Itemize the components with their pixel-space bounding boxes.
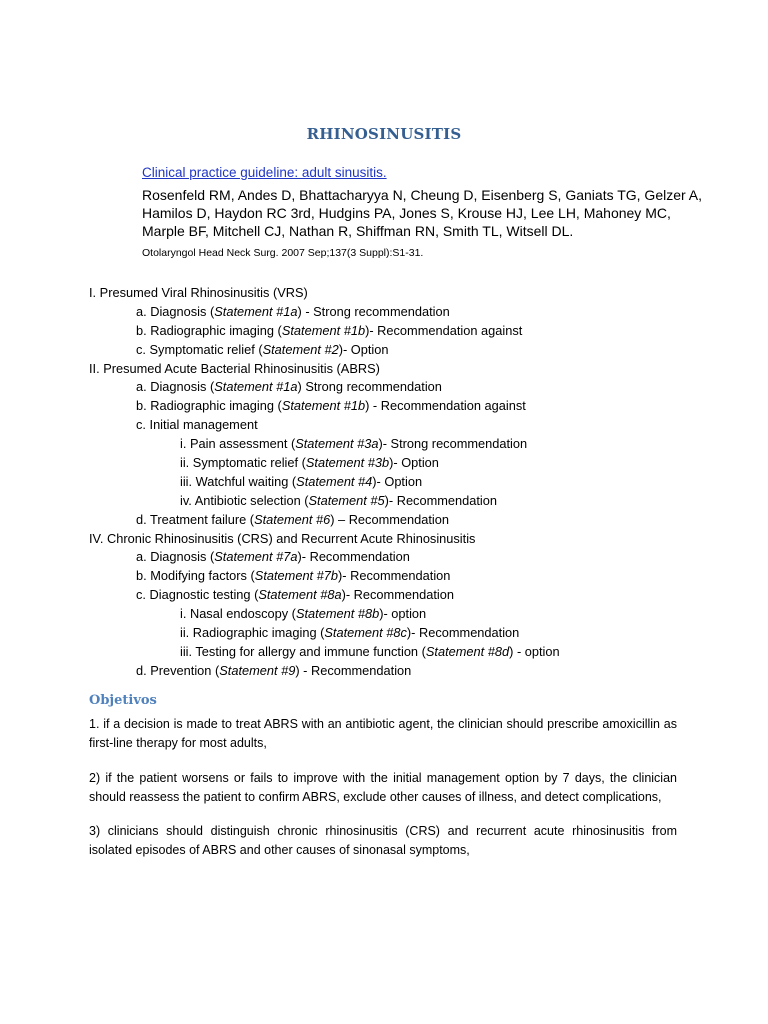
outline-section: I. Presumed Viral Rhinosinusitis (VRS) bbox=[89, 285, 308, 300]
outline-item: b. Radiographic imaging (Statement #1b) - Recommendation against bbox=[136, 398, 526, 414]
outline-item: d. Prevention (Statement #9) - Recommendation bbox=[136, 662, 412, 678]
objetivos-heading: Objetivos bbox=[89, 693, 157, 708]
outline-item: c. Initial management bbox=[136, 417, 258, 433]
outline-subitem: iii. Testing for allergy and immune function (Statement #8d) - option bbox=[180, 643, 560, 659]
outline-item: c. Diagnostic testing (Statement #8a)- Recommendation bbox=[136, 587, 454, 603]
outline-item: a. Diagnosis (Statement #1a) Strong recommendation bbox=[136, 379, 442, 395]
objective-paragraph: 1. if a decision is made to treat ABRS with an antibiotic agent, the clinician should prescribe amoxicillin as first-line therapy for most adults, bbox=[89, 717, 677, 750]
outline-subitem: i. Pain assessment (Statement #3a)- Strong recommendation bbox=[180, 436, 528, 452]
outline-subitem: ii. Radiographic imaging (Statement #8c)- Recommendation bbox=[180, 625, 520, 641]
outline-item: b. Modifying factors (Statement #7b)- Recommendation bbox=[136, 568, 451, 584]
outline-subitem: ii. Symptomatic relief (Statement #3b)- Option bbox=[180, 455, 439, 471]
outline-subitem: i. Nasal endoscopy (Statement #8b)- option bbox=[180, 606, 427, 622]
recommendations-outline bbox=[89, 284, 709, 681]
outline-item: b. Radiographic imaging (Statement #1b)- Recommendation against bbox=[136, 322, 523, 338]
reference-block bbox=[142, 164, 702, 260]
objective-paragraph: 2) if the patient worsens or fails to improve with the initial management option by 7 days, the clinician should reassess the patient to confirm ABRS, exclude other causes of illness, and detect complications, bbox=[89, 771, 677, 804]
reference-journal: Otolaryngol Head Neck Surg. 2007 Sep;137(3 Suppl):S1-31. bbox=[142, 247, 424, 259]
outline-item: a. Diagnosis (Statement #7a)- Recommendation bbox=[136, 549, 410, 565]
outline-item: c. Symptomatic relief (Statement #2)- Option bbox=[136, 341, 389, 357]
objective-paragraph: 3) clinicians should distinguish chronic rhinosinusitis (CRS) and recurrent acute rhinosinusitis from isolated episodes of ABRS and other causes of sinonasal symptoms, bbox=[89, 824, 677, 857]
outline-subitem: iii. Watchful waiting (Statement #4)- Option bbox=[180, 473, 423, 489]
outline-item: a. Diagnosis (Statement #1a) - Strong recommendation bbox=[136, 303, 450, 319]
page-title: RHINOSINUSITIS bbox=[306, 125, 462, 143]
outline-subitem: iv. Antibiotic selection (Statement #5)- Recommendation bbox=[180, 492, 497, 508]
outline-item: d. Treatment failure (Statement #6) – Recommendation bbox=[136, 511, 449, 527]
guideline-link[interactable]: Clinical practice guideline: adult sinusitis. bbox=[142, 165, 387, 180]
outline-section: IV. Chronic Rhinosinusitis (CRS) and Recurrent Acute Rhinosinusitis bbox=[89, 530, 476, 546]
outline-section: II. Presumed Acute Bacterial Rhinosinusitis (ABRS) bbox=[89, 360, 380, 376]
reference-authors: Rosenfeld RM, Andes D, Bhattacharyya N, Cheung D, Eisenberg S, Ganiats TG, Gelzer A, Hamilos D, Haydon RC 3rd, Hudgins PA, Jones S, Krouse HJ, Lee LH, Mahoney MC, Marple BF, Mitchell CJ, Nathan R, Shiffman RN, Smith TL, Witsell DL. bbox=[142, 187, 703, 239]
